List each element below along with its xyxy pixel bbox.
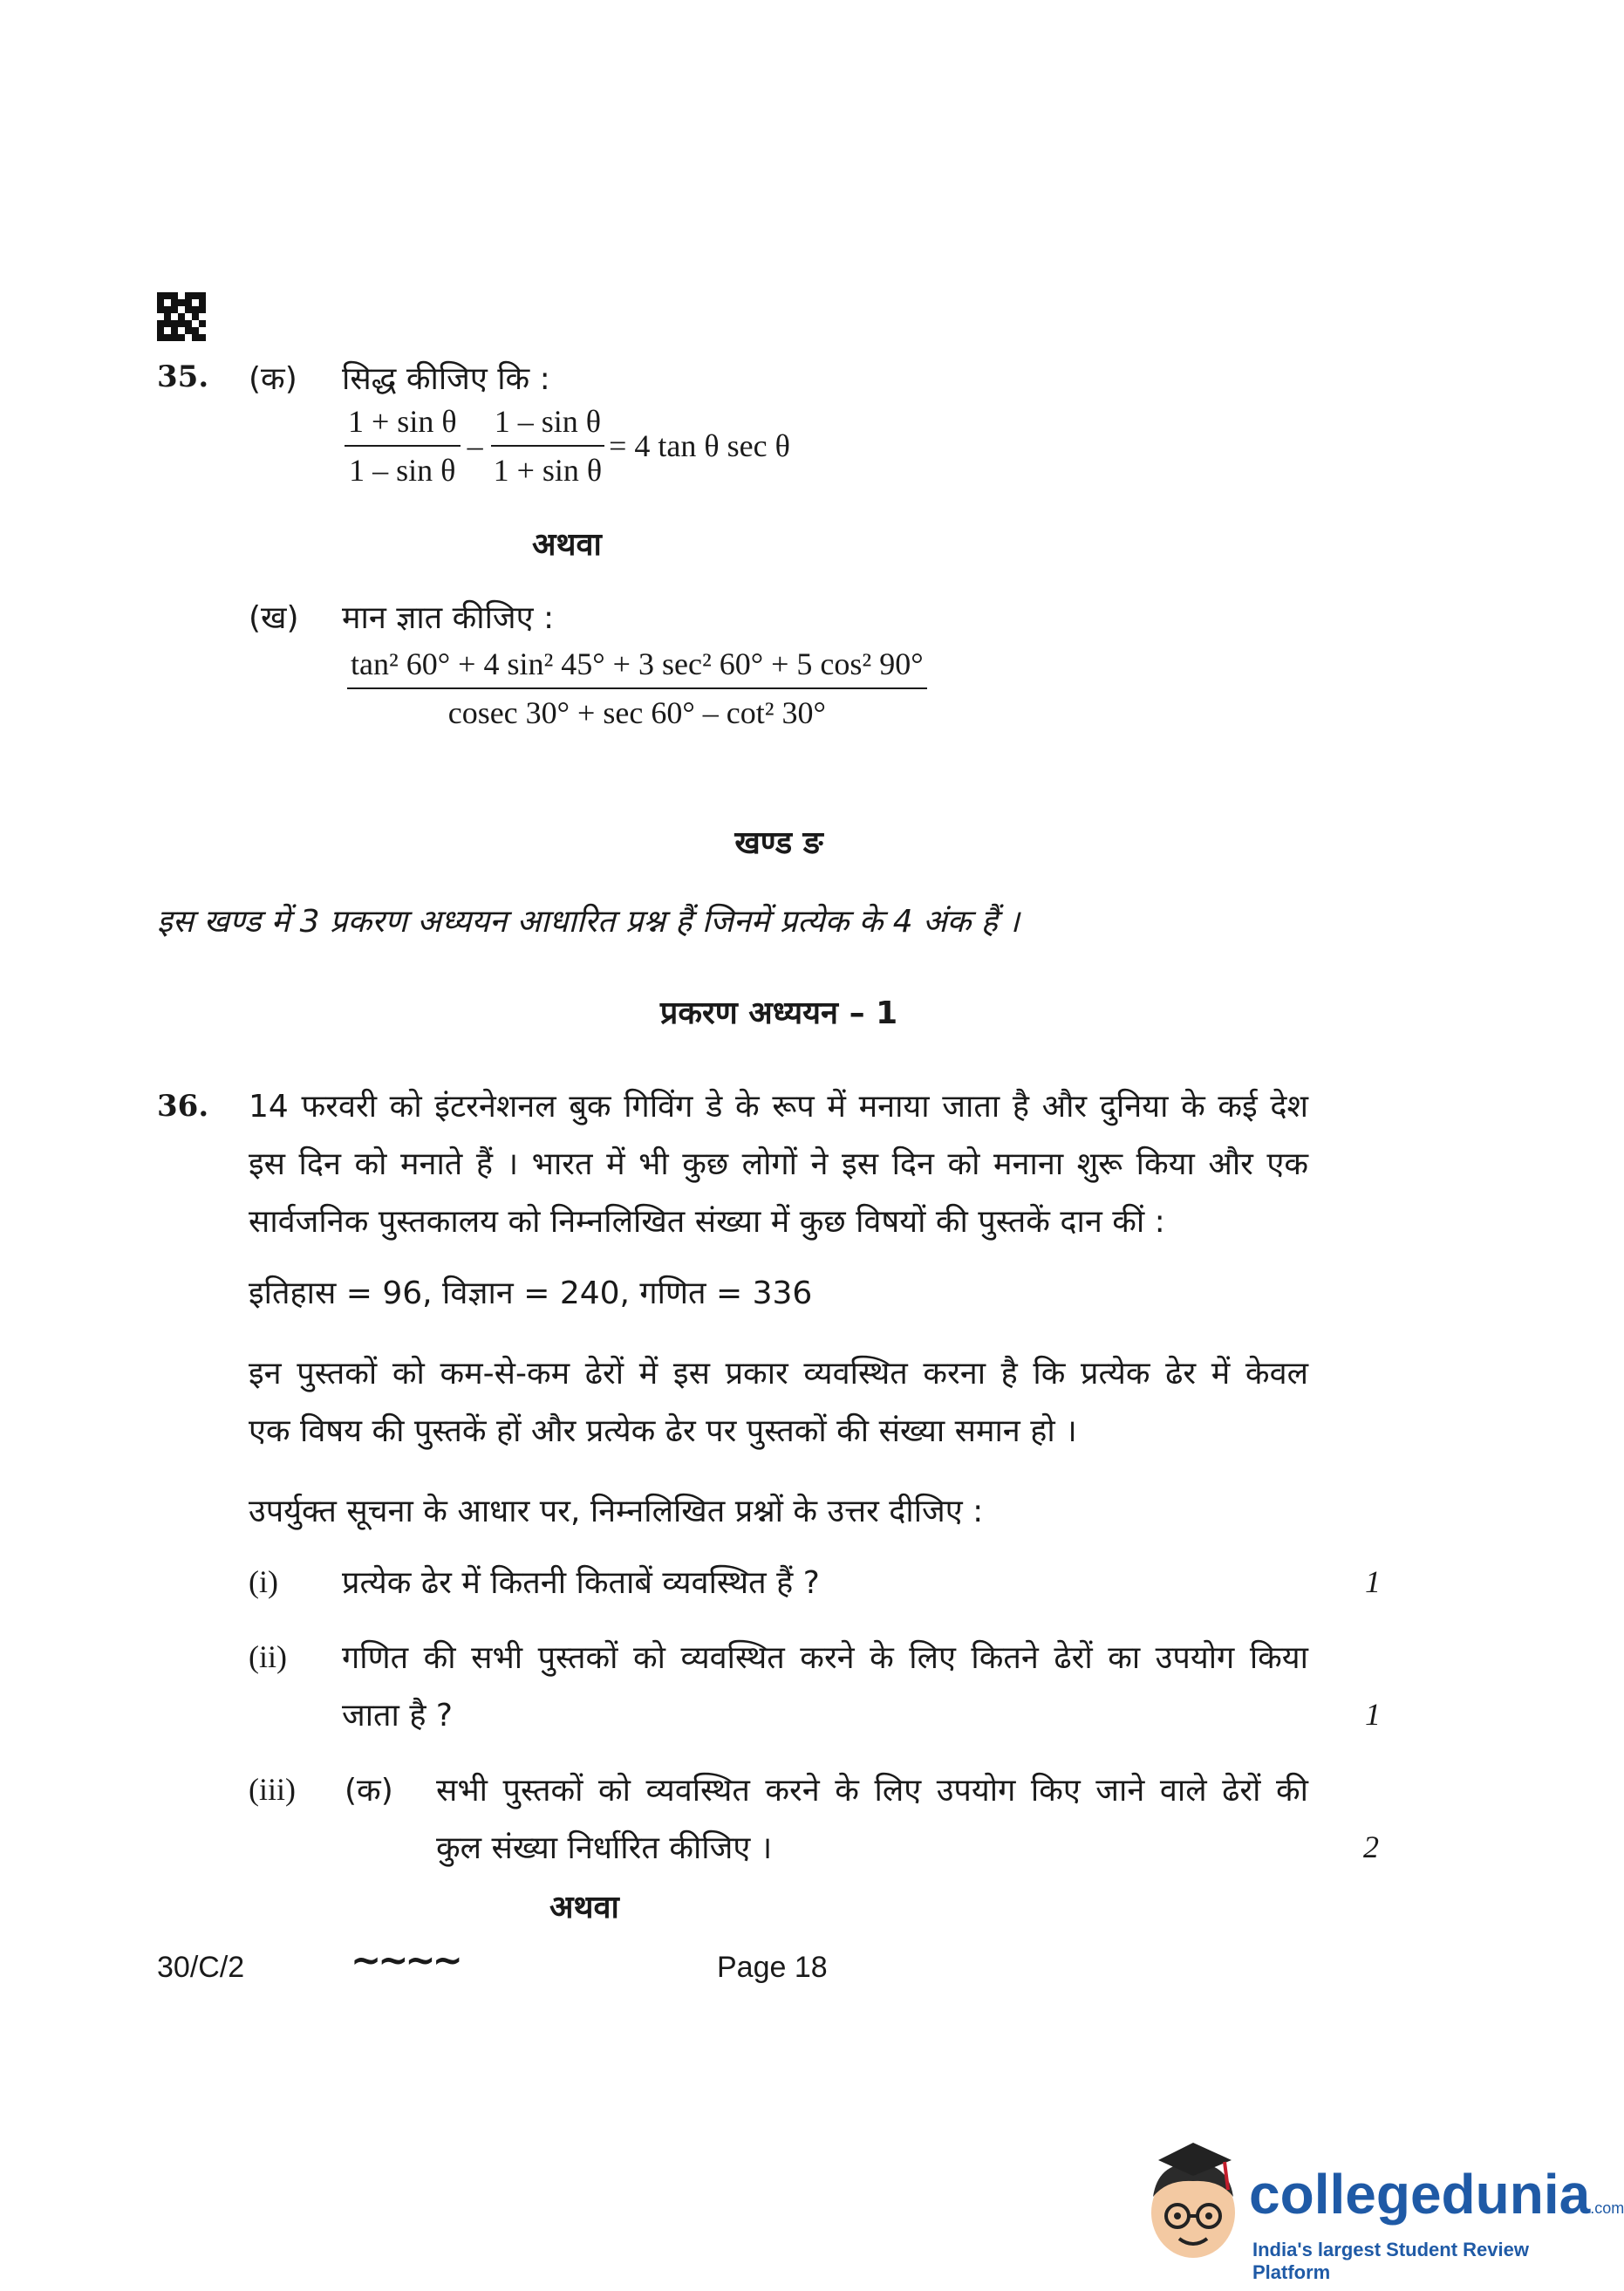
- question-36-number: 36.: [157, 1089, 209, 1124]
- brand-name-text: collegedunia: [1249, 2163, 1591, 2226]
- q36-iii-marks: 2: [1363, 1829, 1379, 1864]
- question-35-part-b-label: (ख): [249, 600, 299, 636]
- q36-data-line: इतिहास = 96, विज्ञान = 240, गणित = 336: [249, 1275, 813, 1311]
- q36-paragraph-2-line-1: इन पुस्तकों को कम-से-कम ढेरों में इस प्रकार व्यवस्थित करना है कि प्रत्येक ढेर में केवल: [249, 1356, 1308, 1392]
- q36-i-text: प्रत्येक ढेर में कितनी किताबें व्यवस्थित हैं ?: [342, 1565, 820, 1601]
- q36-ii-label: (ii): [249, 1639, 287, 1674]
- q36-iii-label: (iii): [249, 1772, 296, 1807]
- minus-sign: –: [467, 428, 483, 463]
- qr-code-icon: [157, 292, 206, 341]
- brand-com: .com: [1590, 2199, 1624, 2217]
- fraction-2: [490, 403, 606, 489]
- section-title: खण्ड ङ: [734, 825, 823, 861]
- question-35-part-a-instruction: सिद्ध कीजिए कि :: [342, 361, 550, 397]
- q36-paragraph-3: उपर्युक्त सूचना के आधार पर, निम्नलिखित प्रश्नों के उत्तर दीजिए :: [249, 1494, 984, 1529]
- question-35-part-b-expression: [347, 646, 927, 731]
- or-separator-36: अथवा: [549, 1890, 619, 1925]
- fraction-1-denominator: 1 – sin θ: [349, 453, 456, 488]
- q36-i-label: (i): [249, 1564, 278, 1599]
- fraction-2-denominator: 1 + sin θ: [493, 453, 603, 488]
- case-study-title: प्रकरण अध्ययन – 1: [659, 995, 898, 1031]
- q36-ii-line-2: जाता है ?: [342, 1698, 453, 1734]
- q36-ii-marks: 1: [1365, 1697, 1381, 1732]
- q36-paragraph-2-line-2: एक विषय की पुस्तकें हों और प्रत्येक ढेर पर पुस्तकों की संख्या समान हो ।: [249, 1413, 1077, 1449]
- fraction-2-numerator: 1 – sin θ: [491, 403, 604, 447]
- trig-fraction-denominator: cosec 30° + sec 60° – cot² 30°: [447, 695, 826, 730]
- q36-i-marks: 1: [1365, 1564, 1381, 1599]
- section-instruction: इस खण्ड में 3 प्रकरण अध्ययन आधारित प्रश्न हैं जिनमें प्रत्येक के 4 अंक हैं ।: [157, 904, 1020, 940]
- q36-iii-line-1: सभी पुस्तकों को व्यवस्थित करने के लिए उपयोग किए जाने वाले ढेरों की: [436, 1773, 1308, 1809]
- question-35-number: 35.: [157, 359, 209, 394]
- trig-fraction: [347, 646, 927, 731]
- q36-paragraph-1-line-2: इस दिन को मनाते हैं । भारत में भी कुछ लोगों ने इस दिन को मनाना शुरू किया और एक: [249, 1146, 1308, 1182]
- q36-ii-line-1: गणित की सभी पुस्तकों को व्यवस्थित करने के लिए कितने ढेरों का उपयोग किया: [342, 1640, 1308, 1676]
- question-35-part-a-label: (क): [249, 361, 297, 397]
- fraction-1: [345, 403, 461, 489]
- trig-fraction-numerator: tan² 60° + 4 sin² 45° + 3 sec² 60° + 5 cos² 90°: [347, 646, 927, 689]
- footer-code: 30/C/2: [157, 1951, 245, 1984]
- fraction-1-numerator: 1 + sin θ: [345, 403, 461, 447]
- footer-tilde: ~~~~: [351, 1939, 460, 1981]
- mascot-icon: [1141, 2136, 1245, 2267]
- brand-tagline: India's largest Student Review Platform: [1252, 2239, 1529, 2283]
- q36-iii-sub-label: (क): [345, 1773, 393, 1809]
- equation-rhs: = 4 tan θ sec θ: [609, 428, 790, 463]
- brand-logo: [1141, 2136, 1245, 2267]
- q36-paragraph-1-line-1: 14 फरवरी को इंटरनेशनल बुक गिविंग डे के रूप में मनाया जाता है और दुनिया के कई देश: [249, 1089, 1308, 1125]
- q36-iii-line-2: कुल संख्या निर्धारित कीजिए ।: [436, 1830, 773, 1866]
- or-separator-35: अथवा: [532, 527, 602, 563]
- brand-name: [1249, 2162, 1624, 2226]
- question-35-part-a-equation: [345, 403, 790, 489]
- q36-paragraph-1-line-3: सार्वजनिक पुस्तकालय को निम्नलिखित संख्या में कुछ विषयों की पुस्तकें दान कीं :: [249, 1204, 1165, 1240]
- footer-page-number: Page 18: [717, 1951, 828, 1984]
- question-35-part-b-instruction: मान ज्ञात कीजिए :: [342, 600, 555, 636]
